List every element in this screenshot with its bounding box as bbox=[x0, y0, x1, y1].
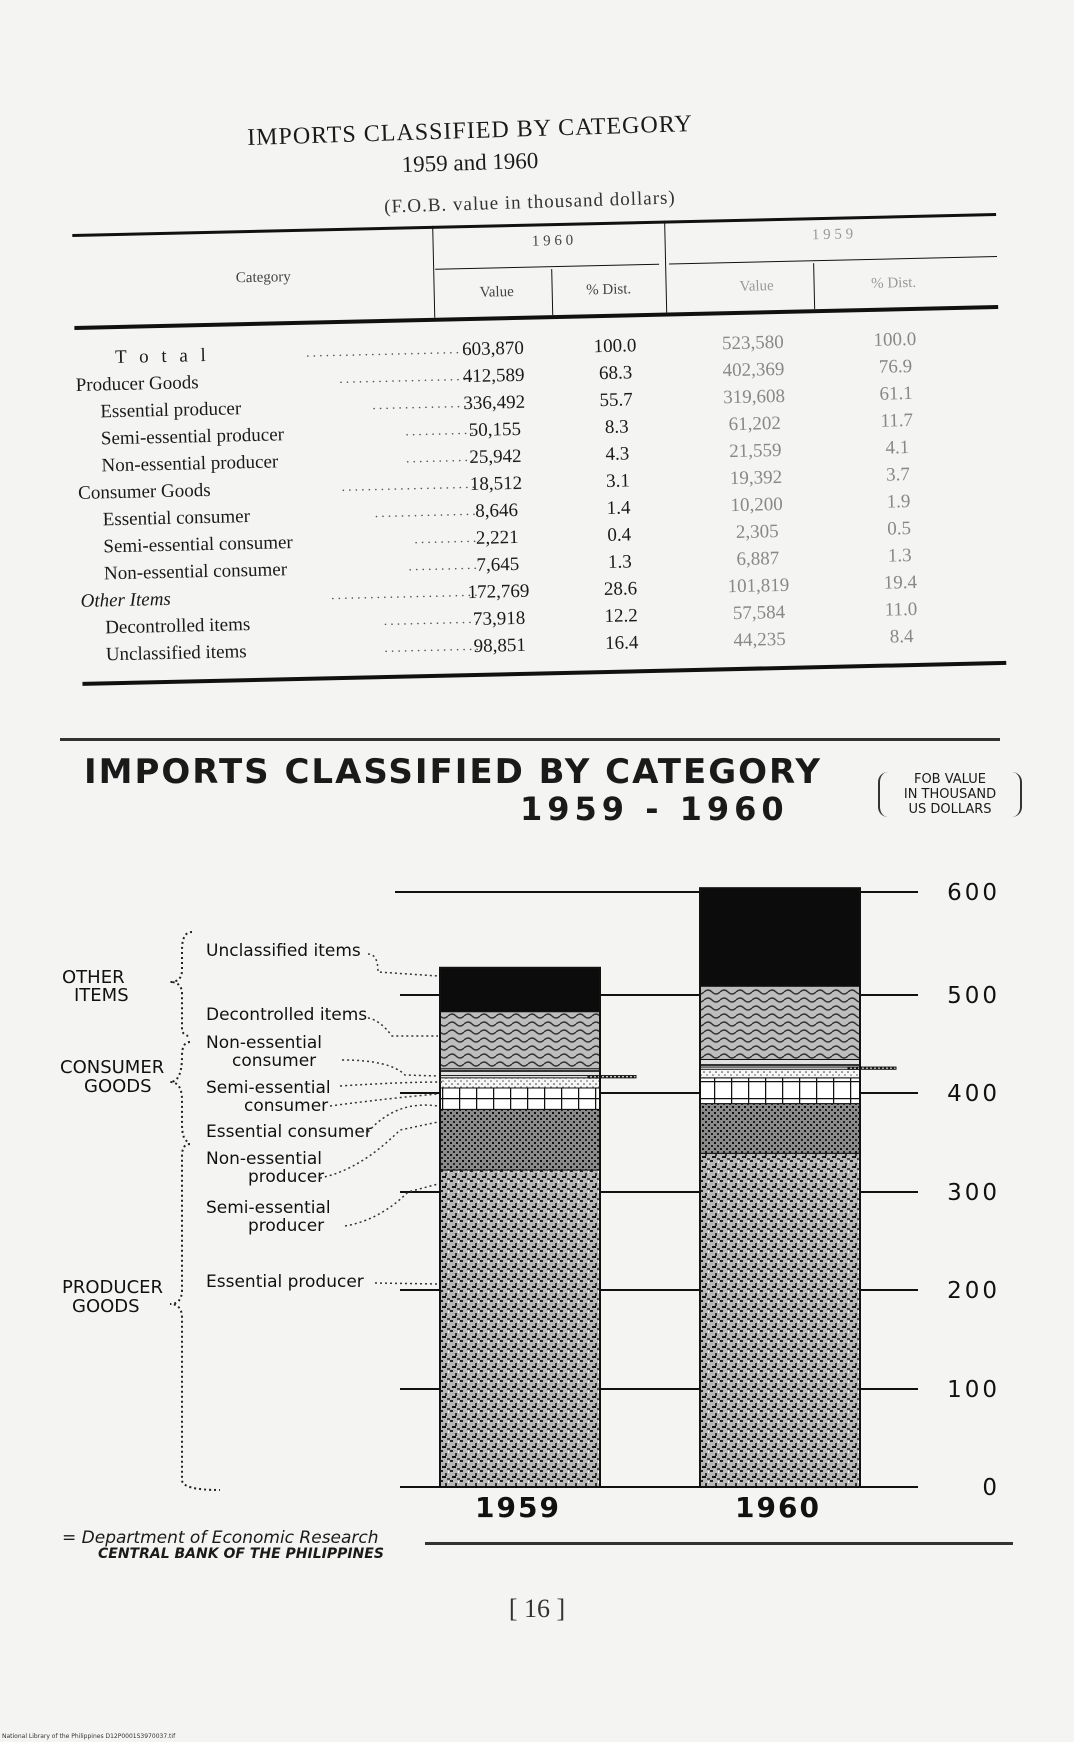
bar-segment-essential-producer-1959 bbox=[440, 1170, 600, 1487]
unit-line: IN THOUSAND bbox=[903, 787, 997, 802]
header-divider bbox=[432, 226, 435, 318]
value-1959: 319,608 bbox=[723, 385, 786, 409]
dist-1960: 8.3 bbox=[604, 416, 629, 438]
label-semiessential-producer: producer bbox=[248, 1216, 325, 1236]
bar-segment-essential-producer-1960 bbox=[700, 1153, 860, 1487]
leader-line bbox=[340, 1082, 445, 1086]
source-department: Department of Economic Research bbox=[81, 1528, 379, 1548]
value-1959: 61,202 bbox=[728, 412, 782, 436]
group-label-other: OTHER bbox=[62, 967, 125, 988]
label-semiessential-consumer: consumer bbox=[244, 1096, 329, 1116]
dist-1959: 11.0 bbox=[884, 598, 918, 621]
dist-1960: 16.4 bbox=[604, 632, 639, 655]
header-divider bbox=[669, 256, 997, 264]
value-1960: 172,769 bbox=[467, 580, 530, 604]
label-semiessential-consumer: Semi-essential bbox=[206, 1078, 331, 1098]
chart-unit-note bbox=[878, 772, 1022, 817]
leader-dots: ....................... bbox=[330, 584, 481, 604]
dist-1959: 61.1 bbox=[879, 382, 913, 405]
leader-dots: ................ bbox=[374, 503, 479, 522]
stacked-bar-chart bbox=[0, 860, 1074, 1530]
leader-line bbox=[368, 954, 438, 976]
row-label: Non-essential producer bbox=[101, 451, 279, 477]
value-1959: 2,305 bbox=[735, 521, 779, 544]
leader-dots: ........... bbox=[408, 557, 481, 575]
chart-top-rule bbox=[60, 738, 1000, 741]
value-1960: 98,851 bbox=[473, 634, 527, 657]
header-bottom-rule bbox=[74, 305, 998, 330]
bar-segment-essential-consumer-1960 bbox=[700, 1069, 860, 1078]
value-1960: 603,870 bbox=[461, 337, 525, 361]
dist-1959: 8.4 bbox=[889, 626, 914, 648]
y-tick-label: 100 bbox=[947, 1377, 1000, 1403]
unit-line: FOB VALUE bbox=[913, 772, 987, 787]
dist-1960: 1.4 bbox=[606, 497, 631, 519]
label-nonessential-consumer: consumer bbox=[232, 1051, 317, 1071]
dist-1959: 11.7 bbox=[880, 409, 914, 432]
table-subtitle: 1959 and 1960 bbox=[401, 147, 539, 178]
value-1960: 2,221 bbox=[475, 526, 519, 549]
group-label-producer: GOODS bbox=[72, 1296, 140, 1317]
value-1959: 57,584 bbox=[732, 601, 786, 625]
brace bbox=[170, 1042, 190, 1142]
chart-title: IMPORTS CLASSIFIED BY CATEGORY bbox=[84, 752, 822, 792]
dist-1960: 100.0 bbox=[593, 335, 637, 358]
dist-1960: 12.2 bbox=[604, 605, 638, 628]
bar-segment-non-essential-consumer-1959 bbox=[440, 1069, 600, 1076]
value-1959: 523,580 bbox=[721, 331, 785, 355]
source-line-2: CENTRAL BANK OF THE PHILIPPINES bbox=[98, 1546, 384, 1562]
x-label-1960: 1960 bbox=[735, 1491, 821, 1524]
label-nonessential-producer: producer bbox=[248, 1167, 325, 1187]
y-tick-label: 600 bbox=[947, 880, 1000, 906]
x-label-1959: 1959 bbox=[475, 1491, 561, 1524]
leader-line bbox=[368, 1018, 438, 1036]
category-header: Category bbox=[235, 269, 291, 287]
leader-line bbox=[345, 1184, 438, 1226]
chart-years-caption: 1959 - 1960 bbox=[520, 790, 789, 828]
row-label: Non-essential consumer bbox=[103, 559, 288, 585]
dist-1960: 28.6 bbox=[603, 578, 638, 601]
bar-segment-semi-essential-producer-1959 bbox=[440, 1109, 600, 1170]
group-label-consumer: GOODS bbox=[84, 1076, 152, 1097]
dist-1960: 0.4 bbox=[607, 524, 632, 546]
bar-segment-non-essential-producer-1959 bbox=[440, 1088, 600, 1109]
dist-1959: 0.5 bbox=[887, 518, 912, 540]
dist-header: % Dist. bbox=[870, 274, 917, 292]
footer-note: National Library of the Philippines D12P0001S3970037.tif bbox=[2, 1733, 176, 1740]
row-label: T o t a l bbox=[114, 344, 211, 369]
dist-1960: 1.3 bbox=[607, 551, 632, 573]
dist-1959: 3.7 bbox=[885, 464, 911, 486]
value-1960: 336,492 bbox=[463, 391, 526, 415]
y-tick-label: 300 bbox=[947, 1180, 1000, 1206]
dist-1959: 1.3 bbox=[887, 545, 912, 567]
leader-line bbox=[342, 1060, 438, 1076]
value-1960: 73,918 bbox=[472, 607, 526, 631]
y-tick-label: 0 bbox=[982, 1475, 1000, 1501]
bar-segment-essential-consumer-1959 bbox=[440, 1078, 600, 1088]
leader-dots: ................ bbox=[372, 395, 477, 414]
value-1959: 44,235 bbox=[733, 628, 787, 652]
label-decontrolled: Decontrolled items bbox=[206, 1005, 368, 1025]
dist-1959: 1.9 bbox=[886, 491, 911, 513]
value-1960: 8,646 bbox=[475, 499, 519, 522]
bar-segment-non-essential-consumer-1960 bbox=[700, 1059, 860, 1067]
bar-segment-unclassified-items-1959 bbox=[440, 968, 600, 1012]
group-label-producer: PRODUCER bbox=[62, 1277, 164, 1298]
bars-group bbox=[440, 888, 896, 1487]
bar-segment-non-essential-producer-1960 bbox=[700, 1078, 860, 1104]
leader-dots: ........... bbox=[405, 422, 478, 440]
leader-dots: ..................... bbox=[338, 368, 476, 387]
dist-1959: 100.0 bbox=[873, 328, 917, 351]
label-essential-producer: Essential producer bbox=[206, 1272, 364, 1292]
y-tick-label: 400 bbox=[947, 1081, 1000, 1107]
dist-header: % Dist. bbox=[586, 281, 632, 299]
row-label: Essential consumer bbox=[102, 506, 251, 531]
row-label: Other Items bbox=[80, 588, 172, 612]
year-header-1959: 1 9 5 9 bbox=[811, 226, 854, 244]
value-1959: 402,369 bbox=[722, 358, 785, 382]
row-label: Producer Goods bbox=[75, 372, 199, 396]
source-note bbox=[62, 1530, 384, 1562]
row-label: Decontrolled items bbox=[104, 614, 251, 639]
row-label: Semi-essential producer bbox=[100, 424, 285, 450]
value-header: Value bbox=[479, 283, 514, 301]
leader-line bbox=[330, 1094, 438, 1106]
source-line-1: = Department of Economic Research bbox=[62, 1528, 379, 1548]
brace bbox=[170, 932, 192, 1036]
group-label-other: ITEMS bbox=[74, 985, 129, 1006]
bar-segment-decontrolled-items-1959 bbox=[440, 1012, 600, 1069]
value-1960: 50,155 bbox=[468, 418, 522, 442]
value-1960: 18,512 bbox=[469, 472, 523, 496]
y-tick-label: 500 bbox=[947, 983, 1000, 1009]
segment-labels bbox=[206, 941, 372, 1292]
value-1959: 101,819 bbox=[727, 574, 790, 598]
dist-1960: 3.1 bbox=[605, 470, 631, 492]
label-essential-consumer: Essential consumer bbox=[206, 1122, 372, 1142]
value-1959: 21,559 bbox=[729, 439, 782, 463]
row-label: Unclassified items bbox=[105, 641, 247, 666]
table-title: IMPORTS CLASSIFIED BY CATEGORY bbox=[246, 111, 694, 151]
bar-segment-semi-essential-producer-1960 bbox=[700, 1104, 860, 1154]
y-tick-label: 200 bbox=[947, 1278, 1000, 1304]
leader-dots: .......................... bbox=[305, 341, 476, 361]
row-label: Consumer Goods bbox=[77, 479, 211, 504]
row-label: Semi-essential consumer bbox=[103, 532, 294, 558]
y-tick-labels bbox=[947, 880, 1000, 1501]
value-1959: 19,392 bbox=[729, 466, 783, 490]
value-1960: 7,645 bbox=[476, 553, 520, 576]
bar-segment-unclassified-items-1960 bbox=[700, 888, 860, 986]
header-divider bbox=[435, 264, 659, 270]
value-1959: 10,200 bbox=[730, 493, 783, 517]
value-1959: 6,887 bbox=[736, 548, 780, 571]
label-nonessential-consumer: Non-essential bbox=[206, 1033, 322, 1053]
imports-table bbox=[72, 201, 1007, 722]
table-unit-note: (F.O.B. value in thousand dollars) bbox=[383, 187, 677, 218]
label-nonessential-producer: Non-essential bbox=[206, 1149, 322, 1169]
group-labels bbox=[60, 967, 164, 1317]
header-divider bbox=[664, 221, 667, 313]
dist-1959: 4.1 bbox=[885, 437, 910, 459]
value-1960: 25,942 bbox=[469, 445, 522, 469]
leader-dots: ............... bbox=[384, 638, 482, 657]
dist-1960: 68.3 bbox=[598, 362, 633, 385]
page-number: [ 16 ] bbox=[508, 1594, 566, 1623]
brace bbox=[170, 1144, 220, 1490]
label-semiessential-producer: Semi-essential bbox=[206, 1198, 331, 1218]
dist-1959: 19.4 bbox=[883, 571, 918, 594]
leader-line bbox=[375, 1283, 438, 1284]
leader-line bbox=[368, 1105, 438, 1132]
leader-lines bbox=[320, 954, 445, 1284]
dist-1960: 55.7 bbox=[599, 389, 634, 412]
bar-segment-decontrolled-items-1960 bbox=[700, 986, 860, 1059]
value-1960: 412,589 bbox=[462, 364, 525, 388]
leader-dots: ..................... bbox=[341, 476, 479, 495]
leader-dots: ............... bbox=[383, 611, 482, 630]
label-unclassified: Unclassified items bbox=[206, 941, 361, 961]
source-rule bbox=[425, 1542, 1013, 1545]
row-label: Essential producer bbox=[100, 398, 242, 423]
value-header: Value bbox=[739, 278, 774, 295]
year-header-1960: 1 9 6 0 bbox=[531, 232, 574, 250]
group-label-consumer: CONSUMER bbox=[60, 1057, 165, 1078]
leader-dots: ........... bbox=[405, 449, 478, 467]
dist-1959: 76.9 bbox=[878, 355, 913, 378]
leader-dots: .......... bbox=[414, 530, 480, 548]
header-divider bbox=[813, 263, 815, 309]
dist-1960: 4.3 bbox=[605, 443, 630, 465]
unit-line: US DOLLARS bbox=[908, 802, 992, 817]
